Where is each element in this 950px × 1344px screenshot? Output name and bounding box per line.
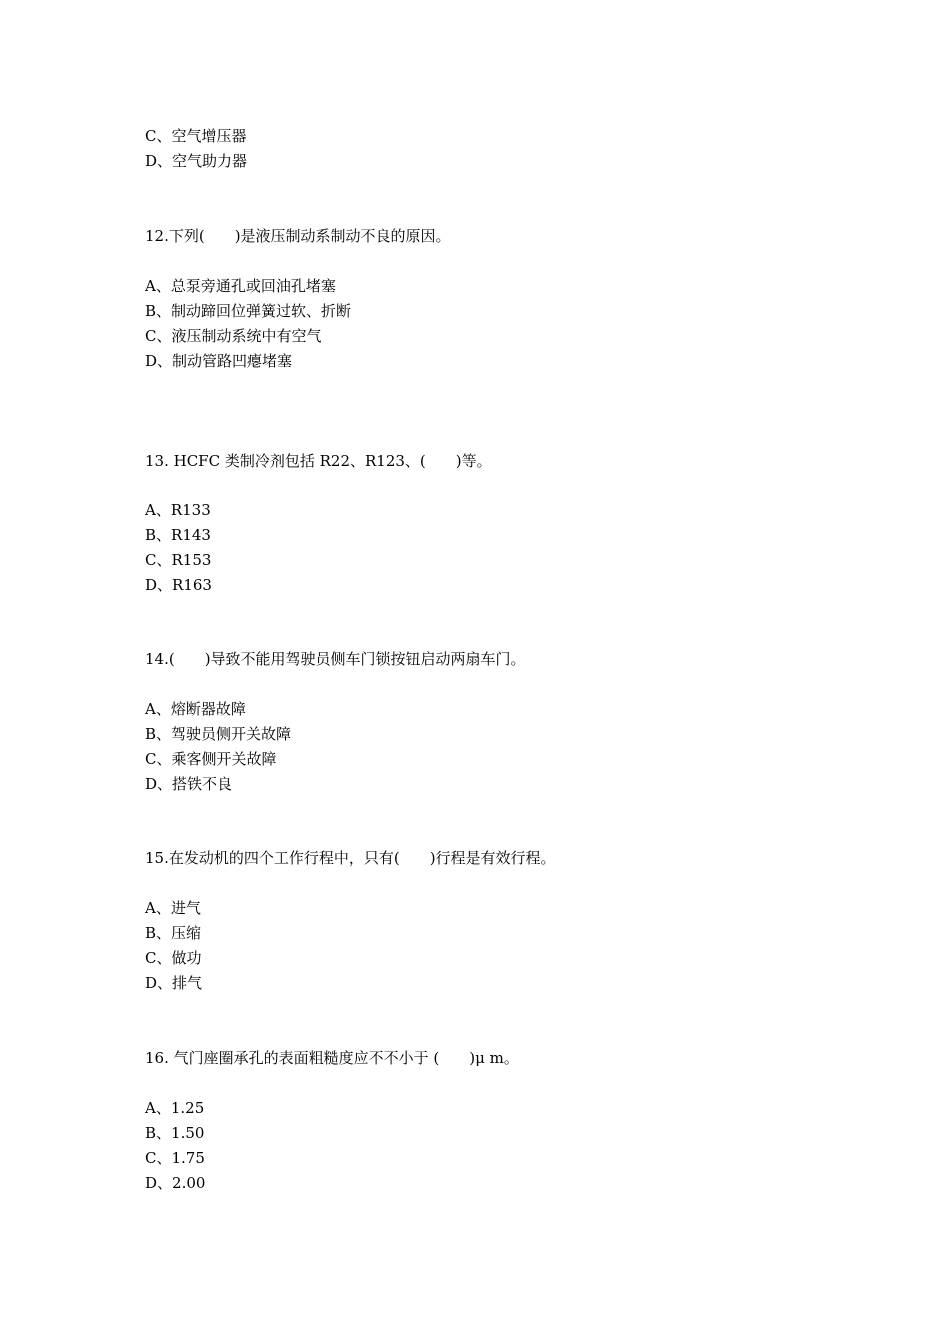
q13-option-a: A、R133: [145, 501, 211, 519]
q14-question: 14.( )导致不能用驾驶员侧车门锁按钮启动两扇车门。: [145, 650, 526, 668]
q11-option-d: D、空气助力器: [145, 152, 248, 170]
q12-option-c: C、液压制动系统中有空气: [145, 327, 322, 345]
q13-option-d: D、R163: [145, 576, 212, 594]
q14-option-d: D、搭铁不良: [145, 775, 233, 793]
q15-question: 15.在发动机的四个工作行程中，只有( )行程是有效行程。: [145, 849, 556, 867]
q15-option-b: B、压缩: [145, 924, 202, 942]
q16-option-c: C、1.75: [145, 1149, 205, 1167]
q14-option-b: B、驾驶员侧开关故障: [145, 725, 292, 743]
q16-option-d: D、2.00: [145, 1174, 206, 1192]
q13-option-b: B、R143: [145, 526, 211, 544]
q12-option-a: A、总泵旁通孔或回油孔堵塞: [145, 277, 336, 295]
q15-option-c: C、做功: [145, 949, 202, 967]
q14-option-c: C、乘客侧开关故障: [145, 750, 277, 768]
q15-option-a: A、进气: [145, 899, 201, 917]
q13-question: 13. HCFC 类制冷剂包括 R22、R123、( )等。: [145, 452, 492, 470]
q14-option-a: A、熔断器故障: [145, 700, 246, 718]
q12-option-d: D、制动管路凹瘪堵塞: [145, 352, 293, 370]
q16-question: 16. 气门座圈承孔的表面粗糙度应不不小于 ( )μ m。: [145, 1049, 519, 1067]
q11-option-c: C、空气增压器: [145, 127, 247, 145]
q12-question: 12.下列( )是液压制动系制动不良的原因。: [145, 227, 451, 245]
q12-option-b: B、制动蹄回位弹簧过软、折断: [145, 302, 352, 320]
q16-option-b: B、1.50: [145, 1124, 205, 1142]
q13-option-c: C、R153: [145, 551, 212, 569]
q16-option-a: A、1.25: [145, 1099, 205, 1117]
q15-option-d: D、排气: [145, 974, 203, 992]
